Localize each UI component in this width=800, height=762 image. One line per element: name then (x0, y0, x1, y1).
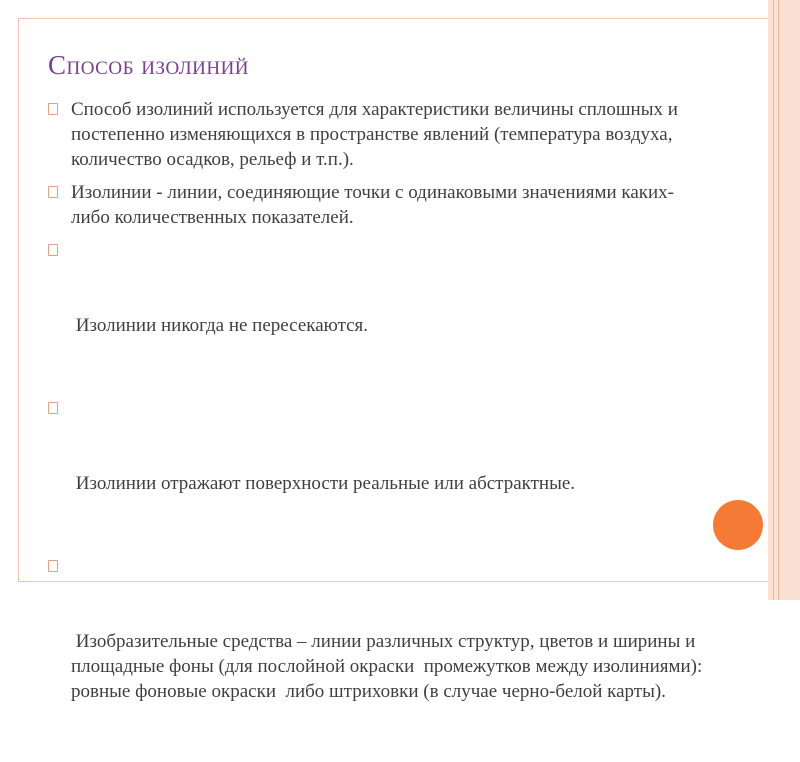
bullet-item (48, 238, 708, 388)
bullet-marker-icon (48, 244, 58, 256)
decorative-orange-circle (713, 500, 763, 550)
bullet-item (48, 396, 708, 546)
bullet-item (48, 97, 708, 172)
bullet-text: Изолинии никогда не пересекаются. (71, 315, 369, 336)
slide-title: Способ изолиний (48, 50, 250, 80)
bullet-item (48, 554, 708, 754)
bullet-text: Изолинии - линии, соединяющие точки с одинаковыми значениями каких-либо количественных показателей. (71, 182, 674, 228)
bullet-text: Изолинии отражают поверхности реальные или абстрактные. (71, 473, 576, 494)
bullet-item (48, 180, 708, 230)
bullet-text: Изобразительные средства – линии различных структур, цветов и ширины и площадные фоны (для послойной окраски промежутков между изолиниями): ровные фоновые окраски либо штриховки (в случае черно-белой карты). (71, 631, 708, 702)
bullet-marker-icon (48, 186, 58, 198)
bullet-marker-icon (48, 103, 58, 115)
bullet-marker-icon (48, 560, 58, 572)
bullet-marker-icon (48, 402, 58, 414)
right-band-line (773, 0, 774, 600)
bullet-list (48, 97, 708, 762)
right-band-line-2 (778, 0, 779, 600)
bullet-text: Способ изолиний используется для характеристики величины сплошных и постепенно изменяющихся в пространстве явлений (температура воздуха, количество осадков, рельеф и т.п.). (71, 99, 678, 170)
